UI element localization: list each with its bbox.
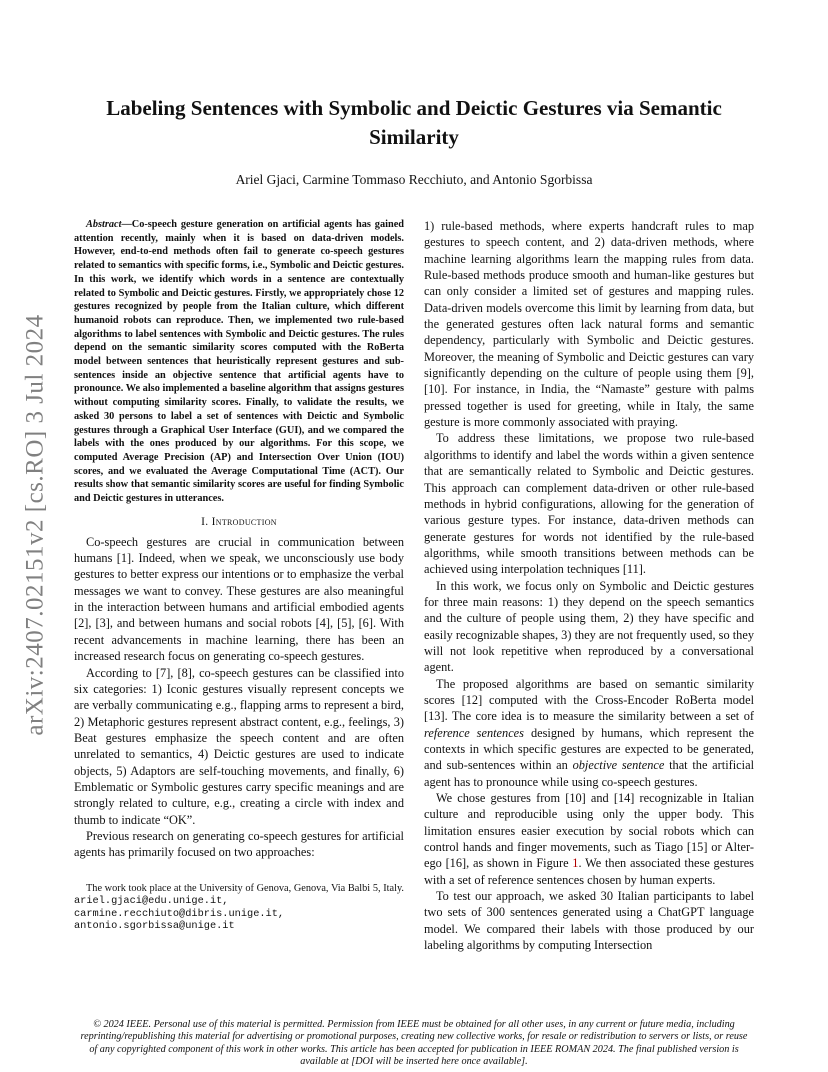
intro-paragraph-2: According to [7], [8], co-speech gestures can be classified into six categories: 1) Iconic gestures visually represent concepts we are verbally communicating e.g., flapping arms to represent a bird, 2) Metaphoric gestures represent abstract content, e.g., feelings, 3) Beat gestures emphasize the speech content and are often unrelated to semantics, 4) Deictic gestures are used to indicate objects, 5) Adaptors are self-touching movements, and finally, 6) Emblematic or Symbolic gestures carry specific meanings and are strongly related to culture, e.g., creating a circle with index and thumb to indicate “OK”. (74, 665, 404, 827)
affiliation-footnote (74, 883, 404, 933)
footnote-text: The work took place at the University of Genova, Genova, Via Balbi 5, Italy. (86, 882, 404, 894)
p8-part-a: We chose gestures from [10] and [14] recognizable in Italian culture and reproducible using only the upper body. This limitation ensures easier execution by social robots which can control hands and finger movements, such as Tiago [15] or Alter-ego [16], as shown in Figure (424, 791, 754, 871)
intro-paragraph-3: Previous research on generating co-speech gestures for artificial agents has primarily focused on two approaches: (74, 828, 404, 860)
abstract-text: Co-speech gesture generation on artificial agents has gained attention recently, mainly when it is based on data-driven models. However, end-to-end methods often fail to generate co-speech gestures related to semantics with specific forms, i.e., Symbolic and Deictic gestures. In this work, we identify which words in a sentence are contextually related to Symbolic and Deictic gestures. Firstly, we appropriately chose 12 gestures recognized by people from the Italian culture, which different humanoid robots can reproduce. Then, we implemented two rule-based algorithms to label sentences with Symbolic and Deictic gestures. The rules depend on the semantic similarity scores computed with the RoBerta model between sentences that heuristically represent gestures and sub-sentences inside an objective sentence that artificial agents have to pronounce. We also implemented a baseline algorithm that assigns gestures without computing similarity scores. Finally, to validate the results, we asked 30 persons to label a set of sentences with Deictic and Symbolic gestures through a Graphical User Interface (GUI), and we compared the labels with the ones produced by our algorithms. For this scope, we computed Average Precision (AP) and Intersection Over Union (IOU) scores, and we evaluated the Average Computational Time (ACT). Our results show that semantic similarity scores are useful for finding Symbolic and Deictic gestures in utterances. (74, 219, 404, 505)
copyright-notice: © 2024 IEEE. Personal use of this material is permitted. Permission from IEEE must be obtained for all other uses, in any current or future media, including reprinting/republishing this material for advertising or promotional purposes, creating new collective works, for resale or redistribution to servers or lists, or reuse of any copyrighted component of this work in other works. This article has been accepted for publication in IEEE ROMAN 2024. The final published version is available at [DOI will be inserted here once available]. (80, 1019, 748, 1068)
arxiv-identifier-stamp (12, 300, 60, 750)
section-number: I. (201, 515, 209, 528)
abstract-dash: — (121, 219, 132, 230)
p7-part-a: The proposed algorithms are based on semantic similarity scores [12] computed with the Cross-Encoder RoBerta model [13]. The core idea is to measure the similarity between a set of (424, 676, 754, 724)
intro-paragraph-6: In this work, we focus only on Symbolic and Deictic gestures for three main reasons: 1) they depend on the speech semantics and the culture of people using them, 2) they have specific and easily recognizable shapes, 3) they are not frequently used, so they will not look repetitive when reproduced by a conversational agent. (424, 578, 754, 675)
p7-emphasis-reference-sentences: reference sentences (424, 725, 524, 740)
p7-part-c: that the artificial agent has to pronounce while using co-speech gestures. (424, 758, 754, 789)
p7-part-b: designed by humans, which represent the contexts in which specific gestures are expected to be generated, and sub-sentences within an (424, 725, 754, 773)
right-column (424, 218, 754, 953)
left-column (74, 218, 404, 933)
intro-paragraph-8 (424, 790, 754, 888)
paper-title: Labeling Sentences with Symbolic and Deictic Gestures via Semantic Similarity (106, 96, 722, 149)
intro-paragraph-1: Co-speech gestures are crucial in communication between humans [1]. Indeed, when we speak, we unconsciously use body gestures to better express our intentions or to emphasize the verbal messages we want to convey. These gestures are also meaningful in the interaction between humans and artificial embodied agents [2], [3], and between humans and social robots [4], [5], [6]. With recent advancements in machine learning, there has been an increased research focus on generating co-speech gestures. (74, 534, 404, 664)
section-title: Introduction (211, 515, 277, 528)
author-list: Ariel Gjaci, Carmine Tommaso Recchiuto, and Antonio Sgorbissa (235, 172, 593, 187)
p7-emphasis-objective-sentence: objective sentence (572, 758, 665, 773)
footnote-email-2[interactable]: carmine.recchiuto@dibris.unige.it, (74, 907, 285, 920)
intro-paragraph-9: To test our approach, we asked 30 Italian participants to label two sets of 300 sentences generated using a ChatGPT language model. We compared their labels with those produced by our labeling algorithms by computing Intersection (424, 889, 754, 953)
intro-paragraph-5: To address these limitations, we propose two rule-based algorithms to identify and label the words within a given sentence that are semantically related to Symbolic and Deictic gestures. This approach can complement data-driven or other rule-based methods in hybrid configurations, allowing for the generation of various gesture types. For instance, data-driven methods can generate gestures for words not identified by the rule-based algorithms, while smooth transitions between methods can be achieved using interpolation techniques [11]. (424, 431, 754, 577)
section-heading-introduction (74, 516, 404, 528)
figure-reference-link[interactable]: 1 (572, 856, 579, 871)
abstract (74, 218, 404, 506)
arxiv-identifier-text: arXiv:2407.02151v2 [cs.RO] 3 Jul 2024 (22, 314, 49, 736)
footnote-email-1[interactable]: ariel.gjaci@edu.unige.it, (74, 895, 229, 908)
p8-part-b: . We then associated these gestures with a set of reference sentences chosen by human experts. (424, 856, 754, 887)
intro-paragraph-7 (424, 676, 754, 790)
footnote-email-3[interactable]: antonio.sgorbissa@unige.it (74, 920, 235, 933)
intro-paragraph-4: 1) rule-based methods, where experts handcraft rules to map gestures to speech content, and 2) data-driven methods, where machine learning algorithms learn the mapping rules from data. Rule-based methods produce smooth and human-like gestures but can only consider a limited set of gestures and mapping rules. Data-driven models overcome this limit by learning from data, but the generated gestures often lack natural forms and semantic dependency, particularly with Symbolic and Deictic gestures. Moreover, the meaning of Symbolic and Deictic gestures can vary significantly depending on the culture of people using them [9], [10]. For instance, in India, the “Namaste” gesture with palms pressed together is used for greeting, while in Italy, the same gesture is more commonly associated with praying. (424, 219, 754, 430)
abstract-label: Abstract (86, 219, 122, 230)
